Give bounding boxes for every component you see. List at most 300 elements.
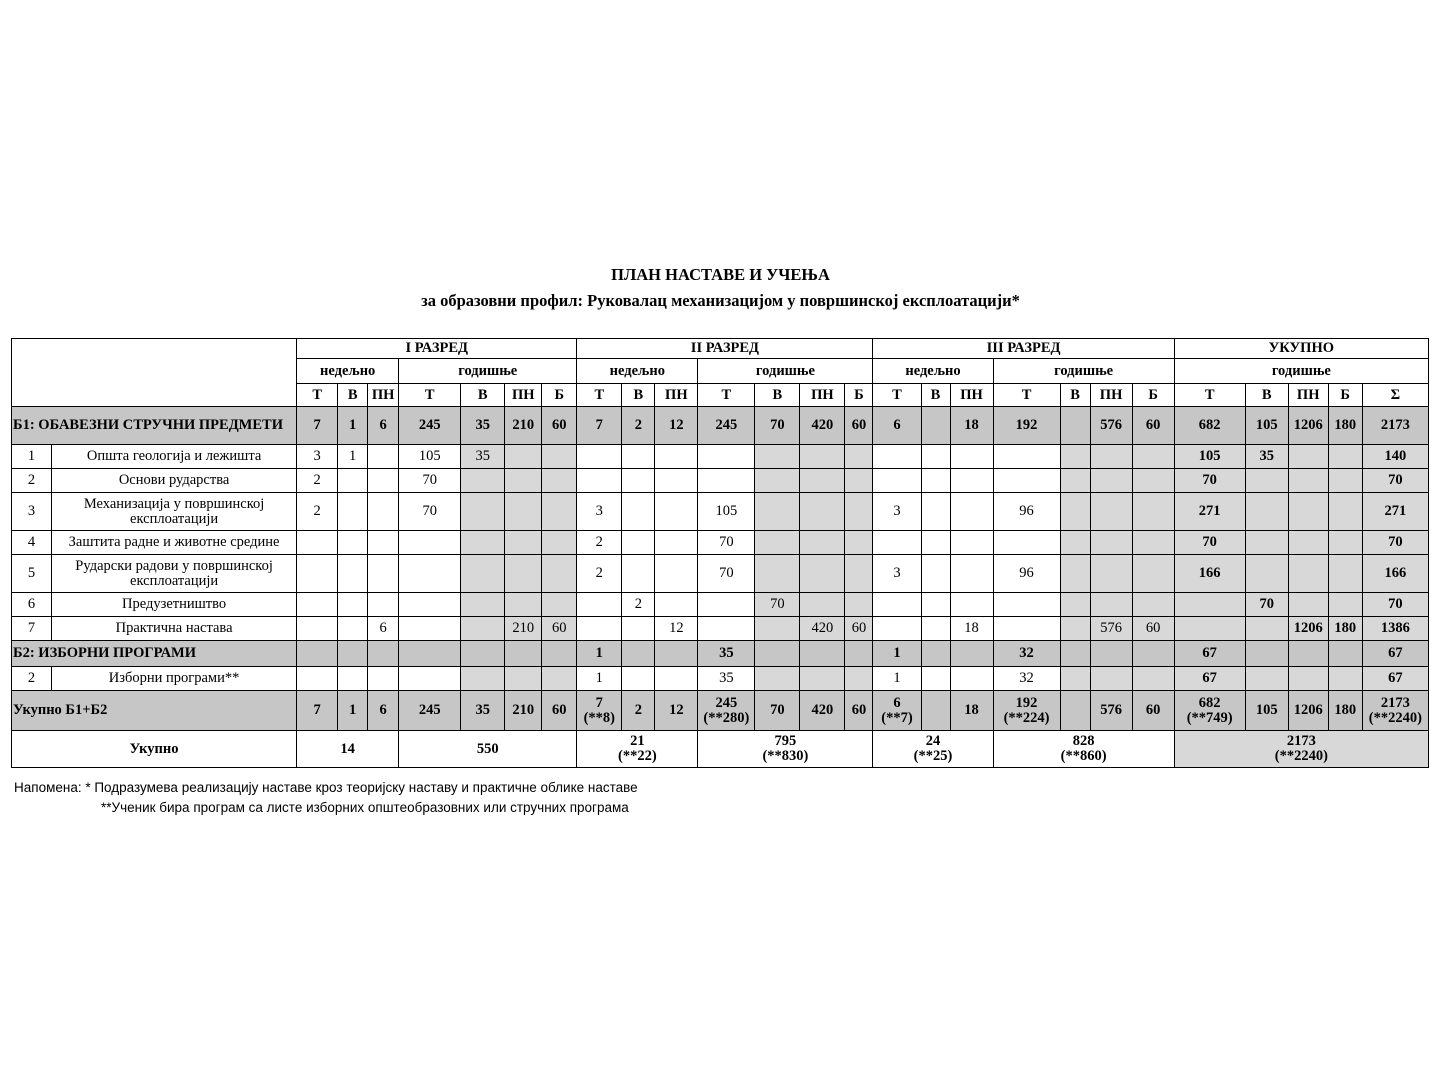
value-cell: 1206: [1288, 617, 1328, 641]
value-cell: [542, 555, 577, 593]
value-cell: 12: [655, 617, 698, 641]
total-grade-3-weekly: 24 (**25): [873, 731, 993, 768]
value-cell: [950, 531, 993, 555]
value-cell: [1288, 531, 1328, 555]
col-t: Т: [297, 384, 338, 407]
weekly-header: недељно: [577, 359, 698, 384]
value-cell: [993, 469, 1060, 493]
value-cell: 2: [297, 493, 338, 531]
value-cell: [1328, 469, 1362, 493]
value-cell: [399, 667, 461, 691]
col-pn: ПН: [655, 384, 698, 407]
value-cell: [698, 469, 755, 493]
value-cell: [622, 493, 655, 531]
value-cell: 60: [845, 691, 873, 731]
col-v: В: [338, 384, 368, 407]
value-cell: 2: [577, 531, 622, 555]
value-cell: [505, 593, 542, 617]
value-cell: [368, 531, 399, 555]
value-cell: 192 (**224): [993, 691, 1060, 731]
value-cell: 7 (**8): [577, 691, 622, 731]
value-cell: [1060, 531, 1090, 555]
value-cell: 3: [297, 445, 338, 469]
value-cell: 7: [297, 691, 338, 731]
value-cell: [1090, 667, 1132, 691]
value-cell: [655, 641, 698, 667]
value-cell: [755, 555, 800, 593]
col-pn: ПН: [368, 384, 399, 407]
value-cell: 2173: [1362, 407, 1428, 445]
value-cell: [1328, 555, 1362, 593]
value-cell: 70: [1362, 593, 1428, 617]
value-cell: 105: [1174, 445, 1245, 469]
value-cell: [1060, 641, 1090, 667]
value-cell: [655, 531, 698, 555]
value-cell: [921, 617, 950, 641]
value-cell: [1288, 667, 1328, 691]
value-cell: [845, 555, 873, 593]
subject-row: [12, 593, 1429, 617]
value-cell: [505, 445, 542, 469]
value-cell: 70: [698, 531, 755, 555]
value-cell: 67: [1362, 667, 1428, 691]
value-cell: 576: [1090, 617, 1132, 641]
value-cell: [1090, 641, 1132, 667]
value-cell: [297, 555, 338, 593]
value-cell: [755, 493, 800, 531]
value-cell: [1288, 641, 1328, 667]
col-pn: ПН: [950, 384, 993, 407]
col-v: В: [622, 384, 655, 407]
value-cell: [1132, 445, 1174, 469]
value-cell: [950, 445, 993, 469]
value-cell: [1060, 555, 1090, 593]
col-t: Т: [399, 384, 461, 407]
col-v: В: [1245, 384, 1288, 407]
value-cell: [1060, 493, 1090, 531]
col-b: Б: [1328, 384, 1362, 407]
page-subtitle: за образовни профил: Руковалац механизацијом у површинској експлоатацији*: [421, 291, 1020, 310]
value-cell: [1288, 469, 1328, 493]
value-cell: [622, 641, 655, 667]
value-cell: [338, 493, 368, 531]
value-cell: [1245, 617, 1288, 641]
value-cell: [800, 469, 845, 493]
value-cell: [1174, 593, 1245, 617]
value-cell: [368, 555, 399, 593]
value-cell: [297, 641, 338, 667]
value-cell: 1206: [1288, 691, 1328, 731]
value-cell: [655, 667, 698, 691]
value-cell: [800, 531, 845, 555]
value-cell: [461, 667, 505, 691]
value-cell: 271: [1174, 493, 1245, 531]
value-cell: 2173 (**2240): [1362, 691, 1428, 731]
value-cell: [921, 667, 950, 691]
value-cell: [542, 493, 577, 531]
col-pn: ПН: [800, 384, 845, 407]
value-cell: 70: [1362, 469, 1428, 493]
value-cell: 70: [1362, 531, 1428, 555]
value-cell: [338, 667, 368, 691]
value-cell: [338, 531, 368, 555]
value-cell: [800, 555, 845, 593]
row-number: 2: [12, 667, 52, 691]
grand-total-label: Укупно: [12, 731, 297, 768]
value-cell: [873, 531, 921, 555]
value-cell: [399, 531, 461, 555]
value-cell: 96: [993, 555, 1060, 593]
yearly-header: годишње: [698, 359, 873, 384]
value-cell: 32: [993, 641, 1060, 667]
value-cell: 245: [698, 407, 755, 445]
value-cell: 210: [505, 617, 542, 641]
value-cell: 420: [800, 617, 845, 641]
value-cell: [1132, 555, 1174, 593]
value-cell: [542, 593, 577, 617]
yearly-header: годишње: [1174, 359, 1428, 384]
col-t: Т: [577, 384, 622, 407]
value-cell: 6: [368, 691, 399, 731]
subject-row: [12, 469, 1429, 493]
value-cell: [873, 445, 921, 469]
value-cell: [1328, 493, 1362, 531]
value-cell: [1060, 617, 1090, 641]
value-cell: [461, 641, 505, 667]
col-b: Б: [1132, 384, 1174, 407]
value-cell: [461, 493, 505, 531]
value-cell: [698, 617, 755, 641]
value-cell: [577, 617, 622, 641]
subject-name: Механизација у површинској експлоатацији: [52, 493, 297, 531]
value-cell: [338, 641, 368, 667]
value-cell: 35: [698, 667, 755, 691]
total-grade-1-weekly: 14: [297, 731, 399, 768]
subject-name: Практична настава: [52, 617, 297, 641]
value-cell: [873, 593, 921, 617]
subject-row: [12, 445, 1429, 469]
value-cell: 12: [655, 691, 698, 731]
value-cell: [461, 555, 505, 593]
value-cell: [873, 617, 921, 641]
value-cell: 166: [1174, 555, 1245, 593]
value-cell: 3: [577, 493, 622, 531]
value-cell: [505, 493, 542, 531]
value-cell: [338, 555, 368, 593]
value-cell: [1090, 555, 1132, 593]
value-cell: [542, 445, 577, 469]
section-b1-row: [12, 407, 1429, 445]
row-number: 3: [12, 493, 52, 531]
value-cell: [755, 617, 800, 641]
value-cell: [1060, 445, 1090, 469]
value-cell: 576: [1090, 407, 1132, 445]
yearly-header: годишње: [993, 359, 1174, 384]
row-number: 4: [12, 531, 52, 555]
value-cell: [1060, 469, 1090, 493]
subject-name: Предузетништво: [52, 593, 297, 617]
value-cell: [1245, 493, 1288, 531]
value-cell: [577, 593, 622, 617]
col-sum: Σ: [1362, 384, 1428, 407]
section-b1-label: Б1: ОБАВЕЗНИ СТРУЧНИ ПРЕДМЕТИ: [12, 407, 297, 445]
value-cell: [1060, 691, 1090, 731]
value-cell: 682 (**749): [1174, 691, 1245, 731]
value-cell: [1288, 593, 1328, 617]
value-cell: [921, 555, 950, 593]
value-cell: [505, 555, 542, 593]
value-cell: [1245, 641, 1288, 667]
col-pn: ПН: [505, 384, 542, 407]
value-cell: [368, 493, 399, 531]
value-cell: 60: [1132, 691, 1174, 731]
value-cell: [622, 445, 655, 469]
value-cell: [873, 469, 921, 493]
value-cell: 6: [368, 407, 399, 445]
value-cell: [461, 593, 505, 617]
value-cell: [1132, 667, 1174, 691]
total-grade-3-yearly: 828 (**860): [993, 731, 1174, 768]
value-cell: [698, 445, 755, 469]
value-cell: [368, 641, 399, 667]
elective-row: [12, 667, 1429, 691]
value-cell: [1090, 531, 1132, 555]
value-cell: [505, 641, 542, 667]
value-cell: 60: [845, 617, 873, 641]
value-cell: 271: [1362, 493, 1428, 531]
col-v: В: [1060, 384, 1090, 407]
row-number: 5: [12, 555, 52, 593]
section-b2-label: Б2: ИЗБОРНИ ПРОГРАМИ: [12, 641, 297, 667]
value-cell: [542, 531, 577, 555]
value-cell: [1132, 531, 1174, 555]
value-cell: [921, 593, 950, 617]
value-cell: [297, 617, 338, 641]
value-cell: [1090, 445, 1132, 469]
row-number: 6: [12, 593, 52, 617]
subject-name: Заштита радне и животне средине: [52, 531, 297, 555]
value-cell: [950, 493, 993, 531]
total-grade-1-yearly: 550: [399, 731, 577, 768]
col-v: В: [755, 384, 800, 407]
value-cell: 245: [399, 407, 461, 445]
value-cell: [368, 593, 399, 617]
value-cell: 70: [755, 593, 800, 617]
value-cell: [338, 469, 368, 493]
value-cell: 70: [1245, 593, 1288, 617]
value-cell: 576: [1090, 691, 1132, 731]
col-t: Т: [698, 384, 755, 407]
value-cell: [399, 617, 461, 641]
value-cell: 6: [873, 407, 921, 445]
value-cell: 6: [368, 617, 399, 641]
value-cell: 70: [755, 407, 800, 445]
value-cell: [655, 445, 698, 469]
subject-name: Изборни програми**: [52, 667, 297, 691]
value-cell: [921, 641, 950, 667]
value-cell: 60: [1132, 617, 1174, 641]
value-cell: [1328, 445, 1362, 469]
value-cell: [399, 593, 461, 617]
value-cell: [505, 531, 542, 555]
value-cell: 180: [1328, 691, 1362, 731]
value-cell: 6 (**7): [873, 691, 921, 731]
grade-2-header: II РАЗРЕД: [577, 339, 873, 359]
row-number: 2: [12, 469, 52, 493]
value-cell: [698, 593, 755, 617]
value-cell: 140: [1362, 445, 1428, 469]
value-cell: 166: [1362, 555, 1428, 593]
value-cell: 210: [505, 407, 542, 445]
value-cell: [950, 641, 993, 667]
value-cell: [1132, 493, 1174, 531]
value-cell: 7: [577, 407, 622, 445]
value-cell: 1: [338, 691, 368, 731]
value-cell: [505, 667, 542, 691]
value-cell: 67: [1174, 667, 1245, 691]
value-cell: 70: [1174, 469, 1245, 493]
value-cell: [577, 445, 622, 469]
col-pn: ПН: [1288, 384, 1328, 407]
value-cell: 70: [1174, 531, 1245, 555]
value-cell: [1090, 593, 1132, 617]
value-cell: 1386: [1362, 617, 1428, 641]
value-cell: [800, 593, 845, 617]
value-cell: 70: [399, 469, 461, 493]
value-cell: 2: [622, 691, 655, 731]
value-cell: 18: [950, 407, 993, 445]
value-cell: 35: [461, 407, 505, 445]
value-cell: 1: [338, 445, 368, 469]
value-cell: [755, 641, 800, 667]
value-cell: [993, 445, 1060, 469]
value-cell: 70: [698, 555, 755, 593]
yearly-header: годишње: [399, 359, 577, 384]
value-cell: [622, 531, 655, 555]
value-cell: [338, 617, 368, 641]
value-cell: [950, 469, 993, 493]
value-cell: 60: [542, 691, 577, 731]
value-cell: [1132, 469, 1174, 493]
value-cell: [1132, 593, 1174, 617]
value-cell: [921, 407, 950, 445]
grade-header-row: [12, 339, 1429, 359]
value-cell: 3: [873, 555, 921, 593]
value-cell: 70: [399, 493, 461, 531]
row-number: 7: [12, 617, 52, 641]
value-cell: [1328, 667, 1362, 691]
value-cell: [800, 445, 845, 469]
value-cell: 105: [1245, 691, 1288, 731]
value-cell: [399, 555, 461, 593]
value-cell: 67: [1174, 641, 1245, 667]
value-cell: [921, 493, 950, 531]
value-cell: [1328, 593, 1362, 617]
value-cell: [1288, 493, 1328, 531]
value-cell: [1328, 531, 1362, 555]
subject-row: [12, 555, 1429, 593]
value-cell: [755, 445, 800, 469]
value-cell: [800, 641, 845, 667]
value-cell: [1060, 593, 1090, 617]
value-cell: [622, 469, 655, 493]
value-cell: 12: [655, 407, 698, 445]
curriculum-table: [11, 338, 1429, 768]
value-cell: 3: [873, 493, 921, 531]
value-cell: 105: [399, 445, 461, 469]
value-cell: [993, 617, 1060, 641]
value-cell: 210: [505, 691, 542, 731]
value-cell: 1: [873, 641, 921, 667]
subject-name: Рударски радови у површинској експлоатацији: [52, 555, 297, 593]
value-cell: [399, 641, 461, 667]
value-cell: 1: [873, 667, 921, 691]
value-cell: [845, 469, 873, 493]
value-cell: 35: [461, 691, 505, 731]
value-cell: [921, 691, 950, 731]
value-cell: 105: [698, 493, 755, 531]
value-cell: 192: [993, 407, 1060, 445]
subject-name: Општа геологија и лежишта: [52, 445, 297, 469]
value-cell: 180: [1328, 617, 1362, 641]
value-cell: 96: [993, 493, 1060, 531]
value-cell: 1206: [1288, 407, 1328, 445]
value-cell: [755, 667, 800, 691]
value-cell: [755, 531, 800, 555]
value-cell: [338, 593, 368, 617]
value-cell: [505, 469, 542, 493]
value-cell: [845, 493, 873, 531]
value-cell: 70: [755, 691, 800, 731]
value-cell: [461, 617, 505, 641]
total-header: УКУПНО: [1174, 339, 1428, 359]
value-cell: [1090, 493, 1132, 531]
subject-row: [12, 493, 1429, 531]
value-cell: [655, 593, 698, 617]
value-cell: [845, 641, 873, 667]
total-grade-2-weekly: 21 (**22): [577, 731, 698, 768]
grade-1-header: I РАЗРЕД: [297, 339, 577, 359]
value-cell: [993, 531, 1060, 555]
value-cell: [461, 469, 505, 493]
value-cell: 32: [993, 667, 1060, 691]
value-cell: 35: [698, 641, 755, 667]
value-cell: [622, 667, 655, 691]
value-cell: 60: [542, 617, 577, 641]
value-cell: [1174, 617, 1245, 641]
value-cell: 2: [622, 593, 655, 617]
col-pn: ПН: [1090, 384, 1132, 407]
footnote-1: Напомена: * Подразумева реализацију наставе кроз теоријску наставу и практичне облике наставе: [14, 780, 638, 795]
value-cell: [845, 445, 873, 469]
value-cell: 1: [338, 407, 368, 445]
value-cell: [655, 493, 698, 531]
subject-row: [12, 617, 1429, 641]
value-cell: [921, 531, 950, 555]
col-b: Б: [845, 384, 873, 407]
subject-name: Основи рударства: [52, 469, 297, 493]
value-cell: [1060, 407, 1090, 445]
value-cell: [297, 667, 338, 691]
value-cell: [542, 469, 577, 493]
value-cell: [1090, 469, 1132, 493]
value-cell: 682: [1174, 407, 1245, 445]
value-cell: [1288, 445, 1328, 469]
value-cell: [1245, 469, 1288, 493]
col-v: В: [921, 384, 950, 407]
value-cell: [755, 469, 800, 493]
value-cell: [655, 469, 698, 493]
